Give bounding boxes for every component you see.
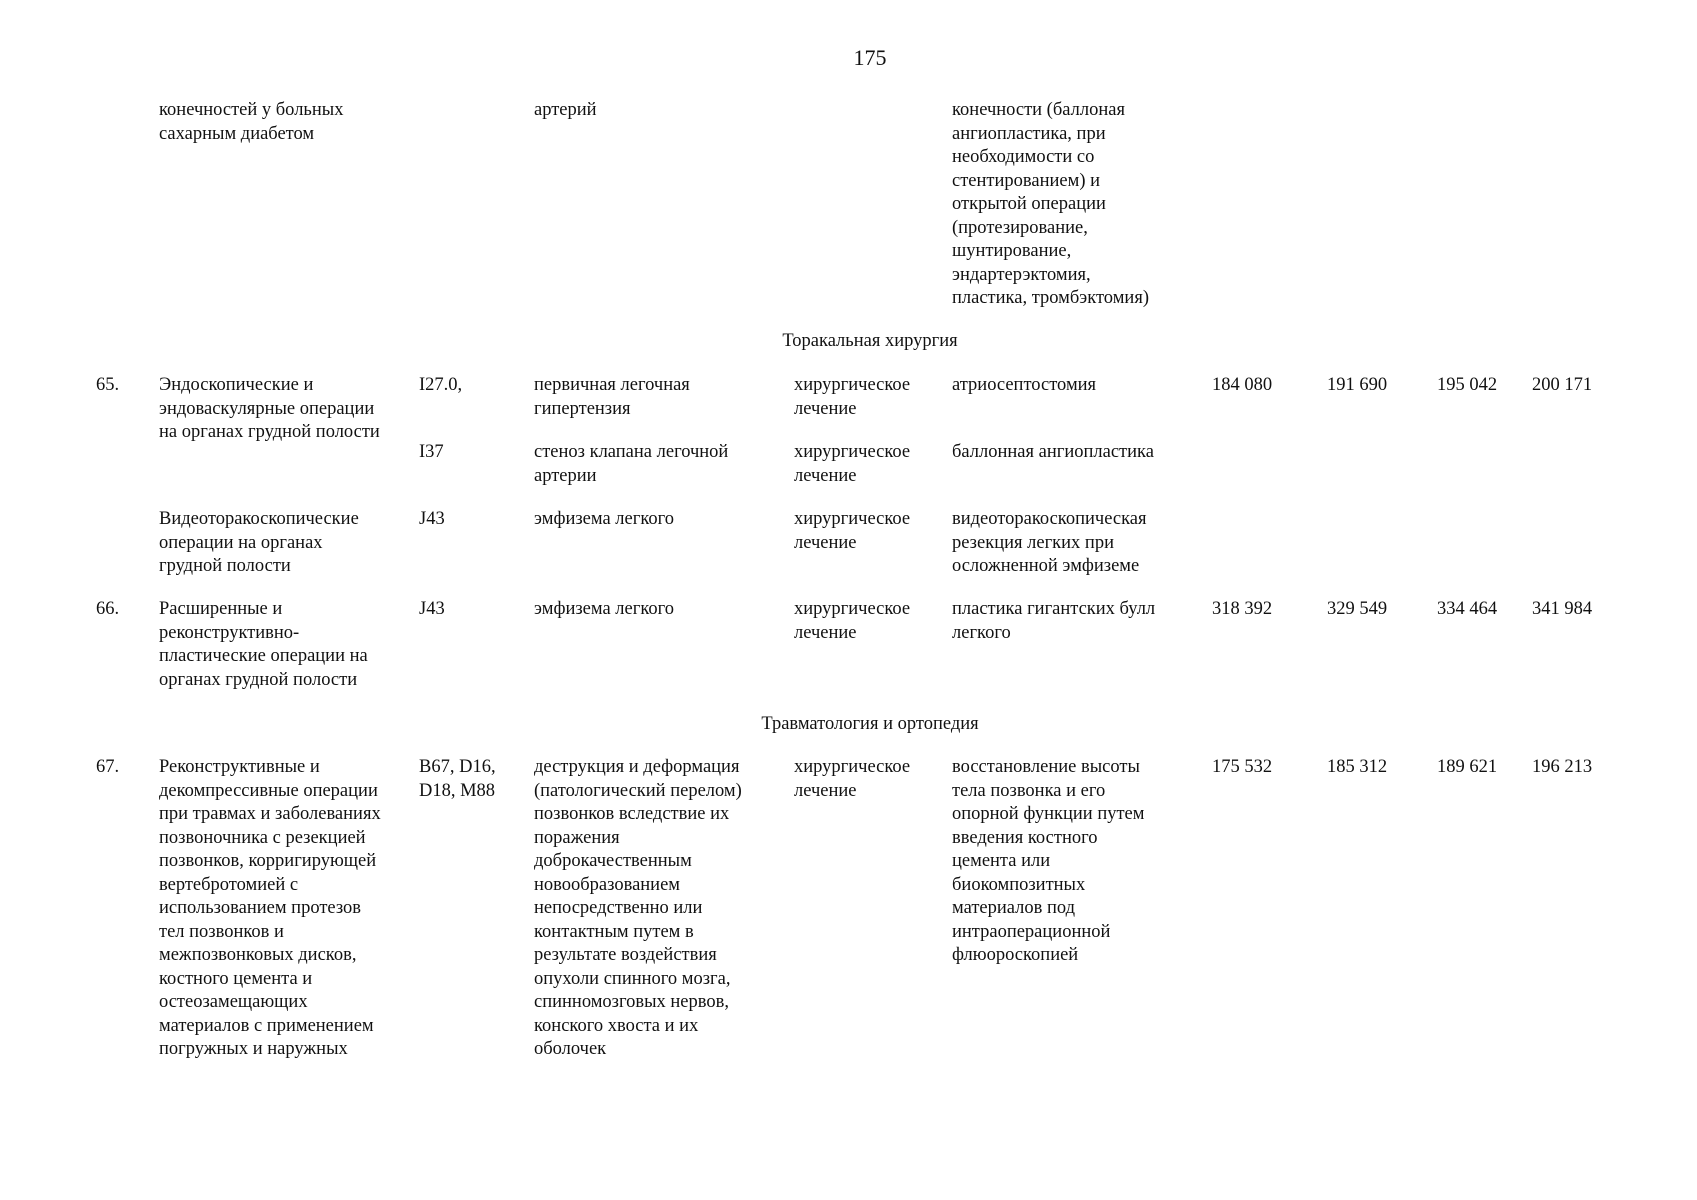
icd-code: J43 bbox=[419, 509, 445, 529]
price-4: 341 984 bbox=[1532, 599, 1593, 619]
price-4: 200 171 bbox=[1532, 375, 1593, 395]
price-2: 191 690 bbox=[1327, 375, 1388, 395]
treatment-method: баллонная ангиопластика bbox=[952, 442, 1154, 462]
price-3: 195 042 bbox=[1437, 375, 1498, 395]
treatment-method: видеоторакоскопическая резекция легких при осложненной эмфиземе bbox=[952, 509, 1147, 576]
treatment-method: пластика гигантских булл легкого bbox=[952, 599, 1156, 643]
price-1: 318 392 bbox=[1212, 599, 1273, 619]
diagnosis: эмфизема легкого bbox=[534, 599, 675, 619]
row-number: 66. bbox=[96, 599, 120, 619]
treatment-type: хирургическое лечение bbox=[794, 442, 911, 486]
procedure-name: Эндоскопические и эндоваскулярные операции на органах грудной полости bbox=[159, 375, 380, 442]
section-heading-thoracic: Торакальная хирургия bbox=[782, 331, 958, 351]
treatment-type: хирургическое лечение bbox=[794, 599, 911, 643]
treatment-method: конечности (баллоная ангиопластика, при необходимости со стентированием) и открытой операции (протезирование, шунтирование, эндартерэктомия, пластика, тромбэктомия) bbox=[952, 100, 1149, 308]
diagnosis: артерий bbox=[534, 100, 597, 120]
treatment-type: хирургическое лечение bbox=[794, 509, 911, 553]
section-heading-trauma: Травматология и ортопедия bbox=[761, 714, 979, 734]
procedure-name: Реконструктивные и декомпрессивные операции при травмах и заболеваниях позвоночника с резекцией позвонков, корригирующей вертебротомией с использованием протезов тел позвонков и межпозвонковых дисков, костного цемента и остеозамещающих материалов с применением погружных и наружных bbox=[159, 757, 381, 1059]
icd-code: I27.0, bbox=[419, 375, 463, 395]
row-number: 67. bbox=[96, 757, 120, 777]
treatment-method: атриосептостомия bbox=[952, 375, 1097, 395]
page-number: 175 bbox=[853, 45, 887, 70]
treatment-type: хирургическое лечение bbox=[794, 375, 911, 419]
price-2: 329 549 bbox=[1327, 599, 1388, 619]
price-2: 185 312 bbox=[1327, 757, 1388, 777]
diagnosis: стеноз клапана легочной артерии bbox=[534, 442, 729, 486]
procedure-name: конечностей у больных сахарным диабетом bbox=[159, 100, 344, 144]
diagnosis: первичная легочная гипертензия bbox=[534, 375, 690, 419]
diagnosis: деструкция и деформация (патологический перелом) позвонков вследствие их поражения доброкачественным новообразованием непосредственно или контактным путем в результате воздействия опухоли спинного мозга, спинномозговых нервов, конского хвоста и их оболочек bbox=[534, 757, 742, 1059]
price-1: 184 080 bbox=[1212, 375, 1273, 395]
procedure-name: Расширенные и реконструктивно- пластические операции на органах грудной полости bbox=[159, 599, 368, 690]
diagnosis: эмфизема легкого bbox=[534, 509, 675, 529]
row-number: 65. bbox=[96, 375, 120, 395]
icd-code: I37 bbox=[419, 442, 444, 462]
price-1: 175 532 bbox=[1212, 757, 1273, 777]
icd-code: J43 bbox=[419, 599, 445, 619]
procedure-name: Видеоторакоскопические операции на органах грудной полости bbox=[159, 509, 359, 576]
treatment-type: хирургическое лечение bbox=[794, 757, 911, 801]
price-4: 196 213 bbox=[1532, 757, 1593, 777]
icd-code: B67, D16, D18, M88 bbox=[419, 757, 496, 801]
price-3: 189 621 bbox=[1437, 757, 1498, 777]
price-3: 334 464 bbox=[1437, 599, 1498, 619]
treatment-method: восстановление высоты тела позвонка и его опорной функции путем введения костного цемента или биокомпозитных материалов под интраоперационной флюороскопией bbox=[952, 757, 1145, 965]
